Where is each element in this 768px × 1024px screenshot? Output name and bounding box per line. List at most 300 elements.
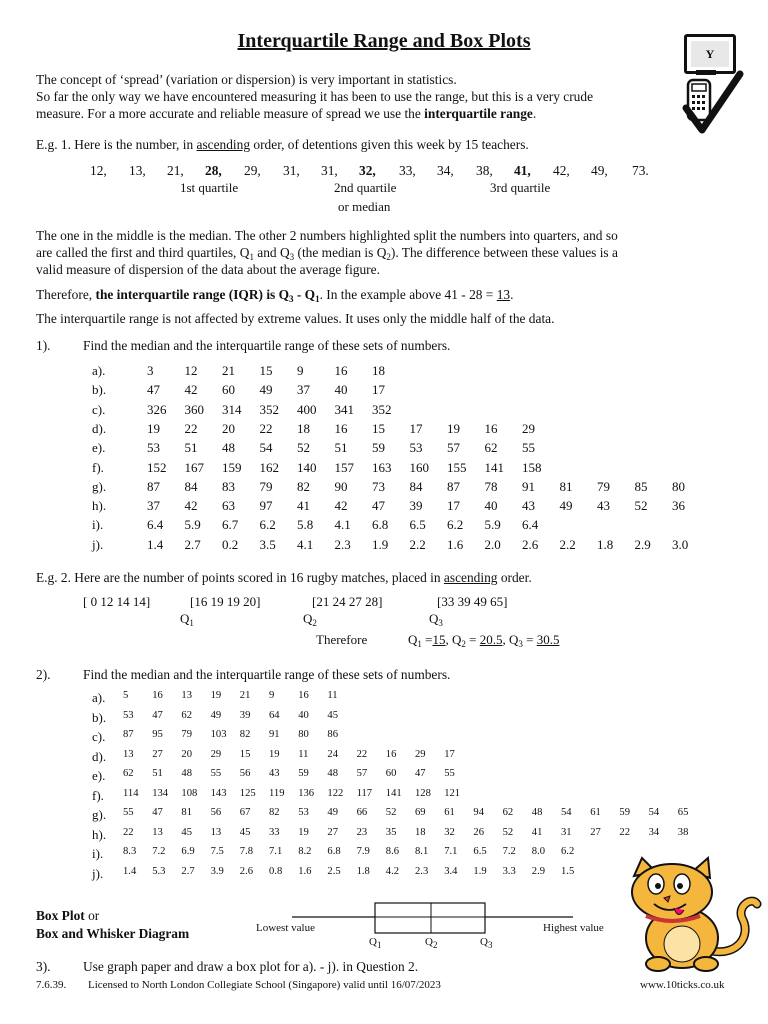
table-cell: 0.8 — [269, 865, 283, 877]
table-cell: 8.2 — [298, 846, 312, 857]
table-cell: 35 — [385, 826, 397, 838]
table-cell: 7.8 — [239, 846, 254, 857]
table-cell: 162 — [259, 459, 279, 475]
table-cell: 84 — [184, 478, 198, 494]
row-label: j). — [92, 536, 104, 552]
table-cell: 37 — [147, 498, 160, 514]
example-1-value: 41, — [514, 163, 531, 178]
table-cell: 22 — [259, 420, 273, 436]
table-cell: 20 — [222, 420, 235, 436]
table-cell: 8.3 — [123, 846, 137, 857]
table-cell: 40 — [334, 382, 348, 398]
table-cell: 13 — [152, 826, 163, 838]
table-cell: 4.1 — [334, 517, 351, 533]
table-cell: 29 — [210, 748, 222, 760]
table-cell: 42 — [184, 382, 198, 398]
table-cell: 80 — [672, 478, 685, 494]
table-cell: 21 — [222, 363, 235, 378]
table-cell: 53 — [147, 440, 160, 456]
table-cell: 57 — [447, 440, 460, 456]
table-cell: 56 — [239, 768, 251, 779]
table-cell: 136 — [298, 787, 315, 799]
example-1-value: 29, — [244, 163, 261, 178]
table-cell: 5.9 — [184, 517, 201, 533]
table-cell: 94 — [473, 807, 484, 818]
table-cell: 21 — [239, 690, 251, 701]
table-cell: 73 — [372, 478, 385, 494]
table-cell: 4.2 — [385, 865, 400, 877]
row-label: e). — [92, 440, 106, 456]
table-cell: 48 — [222, 440, 235, 456]
table-cell: 34 — [648, 826, 660, 838]
table-cell: 108 — [181, 787, 198, 799]
table-cell: 17 — [447, 498, 460, 514]
table-cell: 47 — [152, 709, 163, 721]
intro-line-1: The concept of ‘spread’ (variation or dispersion) is very important in statistics. — [36, 72, 457, 87]
example-1-value: 13, — [129, 163, 146, 178]
table-cell: 47 — [152, 807, 163, 818]
table-cell: 52 — [297, 440, 310, 456]
table-cell: 16 — [385, 748, 397, 760]
table-cell: 97 — [259, 498, 273, 514]
table-cell: 90 — [334, 478, 348, 494]
table-cell: 6.2 — [259, 517, 276, 533]
table-cell: 2.6 — [239, 865, 254, 877]
table-cell: 5.8 — [297, 517, 314, 533]
table-cell: 55 — [210, 768, 222, 779]
table-cell: 3.5 — [259, 536, 276, 552]
quartile-1-label: 1st quartile — [180, 180, 239, 195]
table-cell: 81 — [559, 478, 573, 494]
table-cell: 13 — [123, 748, 134, 760]
boxplot-q2-label: $Q_2$ — [425, 936, 438, 950]
table-cell: 143 — [210, 787, 227, 799]
table-cell: 59 — [619, 807, 630, 818]
table-cell: 19 — [298, 826, 309, 838]
table-cell: 140 — [297, 459, 317, 475]
table-cell: 1.8 — [356, 865, 370, 877]
table-cell: 157 — [334, 459, 354, 475]
table-cell: 2.5 — [327, 865, 341, 877]
table-cell: 45 — [327, 709, 338, 721]
table-cell: 38 — [677, 826, 689, 838]
table-cell: 119 — [269, 787, 285, 799]
table-cell: 121 — [444, 787, 461, 799]
table-cell: 29 — [522, 420, 535, 436]
table-cell: 62 — [484, 440, 498, 456]
question-1-number: 1). — [36, 338, 51, 353]
example-2-intro: E.g. 2. Here are the number of points scored in 16 rugby matches, placed in ascending order. — [36, 570, 532, 585]
table-cell: 6.8 — [327, 846, 341, 857]
example-1-value: 49, — [591, 163, 608, 178]
boxplot-heading: Box Plot or — [36, 908, 100, 923]
example-1-intro: E.g. 1. Here is the number, in ascending order, of detentions given this week by 15 teachers. — [36, 137, 529, 152]
table-cell: 53 — [409, 440, 423, 456]
table-cell: 51 — [152, 768, 163, 779]
row-label: d). — [92, 748, 107, 764]
example-1-value: 21, — [167, 163, 184, 178]
table-cell: 87 — [123, 729, 134, 740]
intro-line-2: So far the only way we have encountered measuring it has been to use the range, but this is a very crude — [36, 89, 594, 104]
table-cell: 3.0 — [672, 536, 689, 552]
table-cell: 7.2 — [152, 846, 166, 857]
table-cell: 87 — [447, 478, 460, 494]
table-cell: 8.6 — [385, 846, 400, 857]
table-cell: 2.7 — [184, 536, 201, 552]
quartile-2-label: 2nd quartile — [334, 180, 397, 195]
table-cell: 15 — [259, 363, 273, 378]
table-cell: 63 — [222, 498, 235, 514]
quartile-3-label: 3rd quartile — [490, 180, 551, 195]
table-cell: 91 — [269, 729, 280, 740]
table-cell: 117 — [356, 787, 373, 799]
table-cell: 6.8 — [372, 517, 389, 533]
table-cell: 114 — [123, 787, 139, 799]
boxplot-q1-label: $Q_1$ — [369, 936, 382, 950]
table-cell: 55 — [444, 768, 455, 779]
table-cell: 155 — [447, 459, 467, 475]
table-cell: 163 — [372, 459, 392, 475]
table-cell: 9 — [297, 363, 304, 378]
rugby-therefore: Therefore — [316, 632, 368, 647]
table-cell: 26 — [473, 826, 484, 838]
table-cell: 82 — [269, 807, 280, 818]
table-cell: 159 — [222, 459, 242, 475]
table-cell: 8.1 — [415, 846, 429, 857]
footer-license: Licensed to North London Collegiate School (Singapore) valid until 16/07/2023 — [88, 979, 441, 991]
table-cell: 79 — [597, 478, 610, 494]
rugby-group-2: [16 19 19 20] — [190, 594, 261, 609]
example-1-value: 31, — [283, 163, 300, 178]
table-cell: 5.3 — [152, 865, 166, 877]
example-1-value: 38, — [476, 163, 493, 178]
table-cell: 57 — [356, 768, 368, 779]
table-cell: 3 — [147, 363, 154, 378]
table-cell: 17 — [444, 748, 455, 760]
table-cell: 42 — [334, 498, 348, 514]
question-3-number: 3). — [36, 959, 51, 974]
table-cell: 6.4 — [522, 517, 539, 533]
question-2-number: 2). — [36, 667, 51, 682]
table-cell: 59 — [372, 440, 385, 456]
explain-line-1: The one in the middle is the median. The other 2 numbers highlighted split the numbers into quarters, and so — [36, 228, 618, 243]
table-cell: 6.9 — [181, 846, 195, 857]
table-cell: 2.9 — [531, 865, 546, 877]
table-cell: 55 — [522, 440, 535, 456]
table-cell: 3.3 — [502, 865, 516, 877]
box-whisker-heading: Box and Whisker Diagram — [36, 926, 190, 941]
table-cell: 49 — [259, 382, 273, 398]
table-cell: 6.5 — [409, 517, 426, 533]
table-cell: 27 — [590, 826, 601, 838]
table-cell: 47 — [147, 382, 160, 398]
table-cell: 6.4 — [147, 517, 164, 533]
example-1-value: 31, — [321, 163, 338, 178]
table-cell: 352 — [372, 401, 392, 417]
cartoon-cat-icon — [612, 856, 762, 972]
row-label: b). — [92, 382, 107, 398]
table-cell: 1.9 — [372, 536, 389, 552]
table-cell: 2.3 — [334, 536, 351, 552]
table-cell: 61 — [444, 807, 455, 818]
table-cell: 65 — [677, 807, 689, 818]
table-cell: 43 — [522, 498, 535, 514]
example-1-value: 33, — [399, 163, 416, 178]
table-cell: 0.2 — [222, 536, 239, 552]
table-cell: 39 — [239, 709, 251, 721]
table-cell: 62 — [502, 807, 514, 818]
highest-value-label: Highest value — [543, 922, 604, 934]
table-cell: 84 — [409, 478, 423, 494]
table-cell: 125 — [239, 787, 256, 799]
table-cell: 103 — [210, 729, 227, 740]
table-cell: 7.5 — [210, 846, 224, 857]
row-label: c). — [92, 729, 106, 744]
table-cell: 12 — [184, 363, 198, 378]
table-cell: 62 — [181, 709, 192, 721]
table-cell: 19 — [147, 420, 160, 436]
table-cell: 1.4 — [123, 865, 137, 877]
table-cell: 42 — [184, 498, 198, 514]
table-cell: 40 — [298, 709, 309, 721]
table-cell: 158 — [522, 459, 542, 475]
row-label: g). — [92, 478, 107, 494]
row-label: h). — [92, 498, 107, 514]
table-cell: 22 — [356, 748, 368, 760]
table-cell: 17 — [409, 420, 423, 436]
table-cell: 6.2 — [447, 517, 464, 533]
table-cell: 1.4 — [147, 536, 164, 552]
table-cell: 31 — [561, 826, 572, 838]
row-label: e). — [92, 768, 106, 783]
table-cell: 67 — [239, 807, 251, 818]
row-label: a). — [92, 690, 106, 705]
table-cell: 400 — [297, 401, 317, 417]
table-cell: 27 — [152, 748, 163, 760]
example-1-value: 73. — [632, 163, 649, 178]
table-cell: 19 — [210, 690, 222, 701]
table-cell: 13 — [210, 826, 222, 838]
lowest-value-label: Lowest value — [256, 922, 315, 934]
table-cell: 7.1 — [269, 846, 283, 857]
row-label: j). — [92, 865, 104, 881]
row-label: b). — [92, 709, 107, 725]
table-cell: 5.9 — [484, 517, 501, 533]
row-label: f). — [92, 787, 104, 803]
table-cell: 3.4 — [444, 865, 458, 877]
table-cell: 47 — [415, 768, 426, 779]
table-cell: 1.6 — [447, 536, 464, 552]
table-cell: 6.2 — [561, 846, 575, 857]
rugby-quartile-results: $Q_1 =15$, $Q_2 = 20.5$, $Q_3 = 30.5$ — [408, 632, 560, 649]
row-label: c). — [92, 401, 106, 417]
table-cell: 48 — [327, 768, 338, 779]
rugby-q3-marker: $Q_3$ — [429, 611, 443, 628]
table-cell: 55 — [123, 807, 134, 818]
table-cell: 2.0 — [484, 536, 501, 552]
row-label: i). — [92, 517, 104, 533]
table-cell: 16 — [334, 363, 348, 378]
question-1-text: Find the median and the interquartile range of these sets of numbers. — [83, 338, 451, 353]
table-cell: 7.1 — [444, 846, 458, 857]
table-cell: 54 — [648, 807, 660, 818]
table-cell: 22 — [619, 826, 630, 838]
rugby-q1-marker: $Q_1$ — [180, 611, 194, 628]
table-cell: 1.6 — [298, 865, 312, 877]
table-cell: 87 — [147, 478, 160, 494]
table-cell: 40 — [484, 498, 498, 514]
table-cell: 91 — [522, 478, 535, 494]
row-label: f). — [92, 459, 104, 475]
rugby-group-3: [21 24 27 28] — [312, 594, 383, 609]
table-cell: 1.8 — [597, 536, 614, 552]
row-label: a). — [92, 363, 106, 378]
table-cell: 59 — [298, 768, 309, 779]
explain-line-2: are called the first and third quartiles, $Q_1$ and $Q_3$ (the median is $Q_2$). The difference between these values is a — [36, 245, 618, 262]
table-cell: 64 — [269, 709, 280, 721]
table-cell: 51 — [184, 440, 198, 456]
table-cell: 6.5 — [473, 846, 487, 857]
row-label: i). — [92, 846, 104, 861]
table-cell: 2.7 — [181, 865, 195, 877]
table-cell: 2.9 — [634, 536, 651, 552]
table-cell: 6.7 — [222, 517, 239, 533]
table-cell: 43 — [269, 768, 280, 779]
table-cell: 19 — [447, 420, 460, 436]
footer-site-link[interactable]: www.10ticks.co.uk — [640, 979, 725, 991]
explain-line-3: valid measure of dispersion of the data about the average figure. — [36, 262, 380, 277]
iqr-note: The interquartile range is not affected by extreme values. It uses only the middle half of the data. — [36, 311, 555, 326]
table-cell: 134 — [152, 787, 169, 799]
table-cell: 128 — [415, 787, 431, 799]
table-cell: 3.9 — [210, 865, 224, 877]
boxplot-q3-label: $Q_3$ — [480, 936, 493, 950]
table-cell: 33 — [269, 826, 280, 838]
table-cell: 2.2 — [559, 536, 576, 552]
table-cell: 141 — [385, 787, 402, 799]
table-cell: 45 — [181, 826, 192, 838]
row-label: d). — [92, 420, 107, 436]
example-1-value: 28, — [205, 163, 222, 178]
table-cell: 49 — [327, 807, 338, 818]
table-cell: 43 — [597, 498, 610, 514]
table-cell: 54 — [259, 440, 273, 456]
rugby-group-4: [33 39 49 65] — [437, 594, 508, 609]
table-cell: 141 — [484, 459, 504, 475]
table-cell: 326 — [147, 401, 167, 417]
table-cell: 341 — [334, 401, 354, 417]
table-cell: 352 — [259, 401, 279, 417]
table-cell: 85 — [634, 478, 648, 494]
table-cell: 15 — [239, 748, 251, 760]
intro-line-3: measure. For a more accurate and reliable measure of spread we use the interquartile range. — [36, 106, 537, 121]
question-3-text: Use graph paper and draw a box plot for a). - j). in Question 2. — [83, 959, 419, 974]
table-cell: 167 — [184, 459, 204, 475]
table-cell: 52 — [634, 498, 648, 514]
table-cell: 27 — [327, 826, 338, 838]
table-cell: 18 — [415, 826, 426, 838]
table-cell: 9 — [269, 690, 275, 701]
table-cell: 18 — [372, 363, 385, 378]
table-cell: 16 — [152, 690, 163, 701]
monitor-logo-icon: Y — [684, 34, 736, 74]
table-cell: 51 — [334, 440, 348, 456]
table-cell: 7.9 — [356, 846, 370, 857]
table-cell: 60 — [385, 768, 397, 779]
table-cell: 41 — [531, 826, 543, 838]
table-cell: 53 — [123, 709, 134, 721]
question-2-text: Find the median and the interquartile range of these sets of numbers. — [83, 667, 451, 682]
table-cell: 29 — [415, 748, 426, 760]
table-cell: 1.5 — [561, 865, 575, 877]
table-cell: 52 — [502, 826, 514, 838]
example-1-value: 34, — [437, 163, 454, 178]
table-cell: 4.1 — [297, 536, 314, 552]
table-cell: 22 — [123, 826, 134, 838]
table-cell: 1.9 — [473, 865, 487, 877]
table-cell: 24 — [327, 748, 338, 760]
table-cell: 78 — [484, 478, 498, 494]
table-cell: 47 — [372, 498, 385, 514]
table-cell: 61 — [590, 807, 601, 818]
table-cell: 39 — [409, 498, 423, 514]
table-cell: 23 — [356, 826, 368, 838]
table-cell: 15 — [372, 420, 385, 436]
table-cell: 360 — [184, 401, 204, 417]
table-cell: 54 — [561, 807, 572, 818]
table-cell: 49 — [210, 709, 222, 721]
iqr-definition: Therefore, the interquartile range (IQR) is $Q_3 - Q_1$. In the example above 41 - 28 = 13. — [36, 287, 514, 304]
table-cell: 48 — [181, 768, 192, 779]
table-cell: 2.2 — [409, 536, 426, 552]
table-cell: 49 — [559, 498, 573, 514]
footer-code: 7.6.39. — [36, 979, 67, 991]
table-cell: 160 — [409, 459, 429, 475]
table-cell: 36 — [672, 498, 685, 514]
table-cell: 53 — [298, 807, 309, 818]
table-cell: 17 — [372, 382, 385, 398]
table-cell: 41 — [297, 498, 310, 514]
table-cell: 13 — [181, 690, 192, 701]
table-cell: 11 — [327, 690, 338, 701]
rugby-group-1: [ 0 12 14 14] — [83, 594, 151, 609]
table-cell: 48 — [531, 807, 543, 818]
table-cell: 314 — [222, 401, 242, 417]
table-cell: 45 — [239, 826, 251, 838]
table-cell: 16 — [484, 420, 498, 436]
table-cell: 11 — [298, 748, 309, 760]
table-cell: 79 — [181, 729, 192, 740]
table-cell: 2.3 — [415, 865, 429, 877]
page-title: Interquartile Range and Box Plots — [237, 30, 531, 52]
table-cell: 152 — [147, 459, 167, 475]
table-cell: 32 — [444, 826, 455, 838]
table-cell: 18 — [297, 420, 310, 436]
table-cell: 83 — [222, 478, 235, 494]
row-label: h). — [92, 826, 107, 842]
table-cell: 95 — [152, 729, 163, 740]
table-cell: 20 — [181, 748, 192, 760]
table-cell: 60 — [222, 382, 235, 398]
table-cell: 7.2 — [502, 846, 516, 857]
table-cell: 22 — [184, 420, 198, 436]
table-cell: 2.6 — [522, 536, 539, 552]
table-cell: 82 — [239, 729, 251, 740]
table-cell: 56 — [210, 807, 222, 818]
table-cell: 62 — [123, 768, 134, 779]
rugby-q2-marker: $Q_2$ — [303, 611, 317, 628]
table-cell: 86 — [327, 729, 338, 740]
